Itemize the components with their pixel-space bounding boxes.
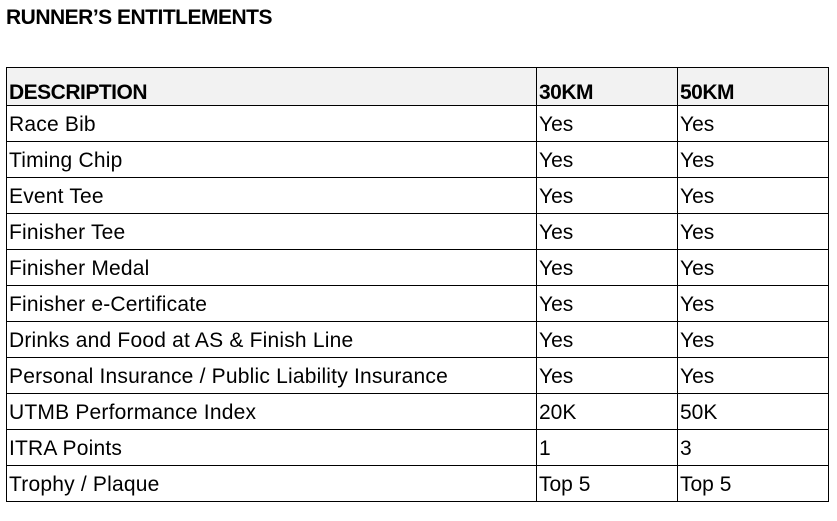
table-row	[7, 178, 829, 214]
row-30km-value: Yes	[537, 106, 678, 142]
table-row	[7, 250, 829, 286]
row-description: Event Tee	[7, 178, 537, 214]
row-50km-value: Yes	[678, 358, 829, 394]
table-row	[7, 214, 829, 250]
row-50km-value: Top 5	[678, 466, 829, 502]
row-30km-value: Yes	[537, 322, 678, 358]
page-title: RUNNER’S ENTITLEMENTS	[6, 6, 273, 29]
row-30km-value: Top 5	[537, 466, 678, 502]
row-50km-value: 50K	[678, 394, 829, 430]
row-30km-value: 1	[537, 430, 678, 466]
row-description: Personal Insurance / Public Liability Insurance	[7, 358, 537, 394]
row-30km-value: Yes	[537, 142, 678, 178]
row-30km-value: Yes	[537, 178, 678, 214]
row-30km-value: Yes	[537, 214, 678, 250]
header-50km: 50KM	[678, 68, 829, 106]
header-30km: 30KM	[537, 68, 678, 106]
row-50km-value: 3	[678, 430, 829, 466]
table-row	[7, 142, 829, 178]
row-50km-value: Yes	[678, 106, 829, 142]
table-row	[7, 430, 829, 466]
row-description: Race Bib	[7, 106, 537, 142]
row-description: Trophy / Plaque	[7, 466, 537, 502]
table-row	[7, 286, 829, 322]
row-50km-value: Yes	[678, 250, 829, 286]
entitlements-table	[6, 67, 829, 502]
row-50km-value: Yes	[678, 214, 829, 250]
table-row	[7, 466, 829, 502]
row-50km-value: Yes	[678, 286, 829, 322]
table-row	[7, 322, 829, 358]
table-row	[7, 394, 829, 430]
row-30km-value: Yes	[537, 358, 678, 394]
row-description: Timing Chip	[7, 142, 537, 178]
row-30km-value: 20K	[537, 394, 678, 430]
header-description: DESCRIPTION	[7, 68, 537, 106]
row-30km-value: Yes	[537, 250, 678, 286]
row-description: ITRA Points	[7, 430, 537, 466]
row-description: UTMB Performance Index	[7, 394, 537, 430]
table-row	[7, 106, 829, 142]
table-header-row	[7, 68, 829, 106]
row-50km-value: Yes	[678, 178, 829, 214]
table-row	[7, 358, 829, 394]
row-description: Finisher e-Certificate	[7, 286, 537, 322]
row-50km-value: Yes	[678, 142, 829, 178]
row-30km-value: Yes	[537, 286, 678, 322]
row-50km-value: Yes	[678, 322, 829, 358]
row-description: Finisher Tee	[7, 214, 537, 250]
row-description: Finisher Medal	[7, 250, 537, 286]
row-description: Drinks and Food at AS & Finish Line	[7, 322, 537, 358]
